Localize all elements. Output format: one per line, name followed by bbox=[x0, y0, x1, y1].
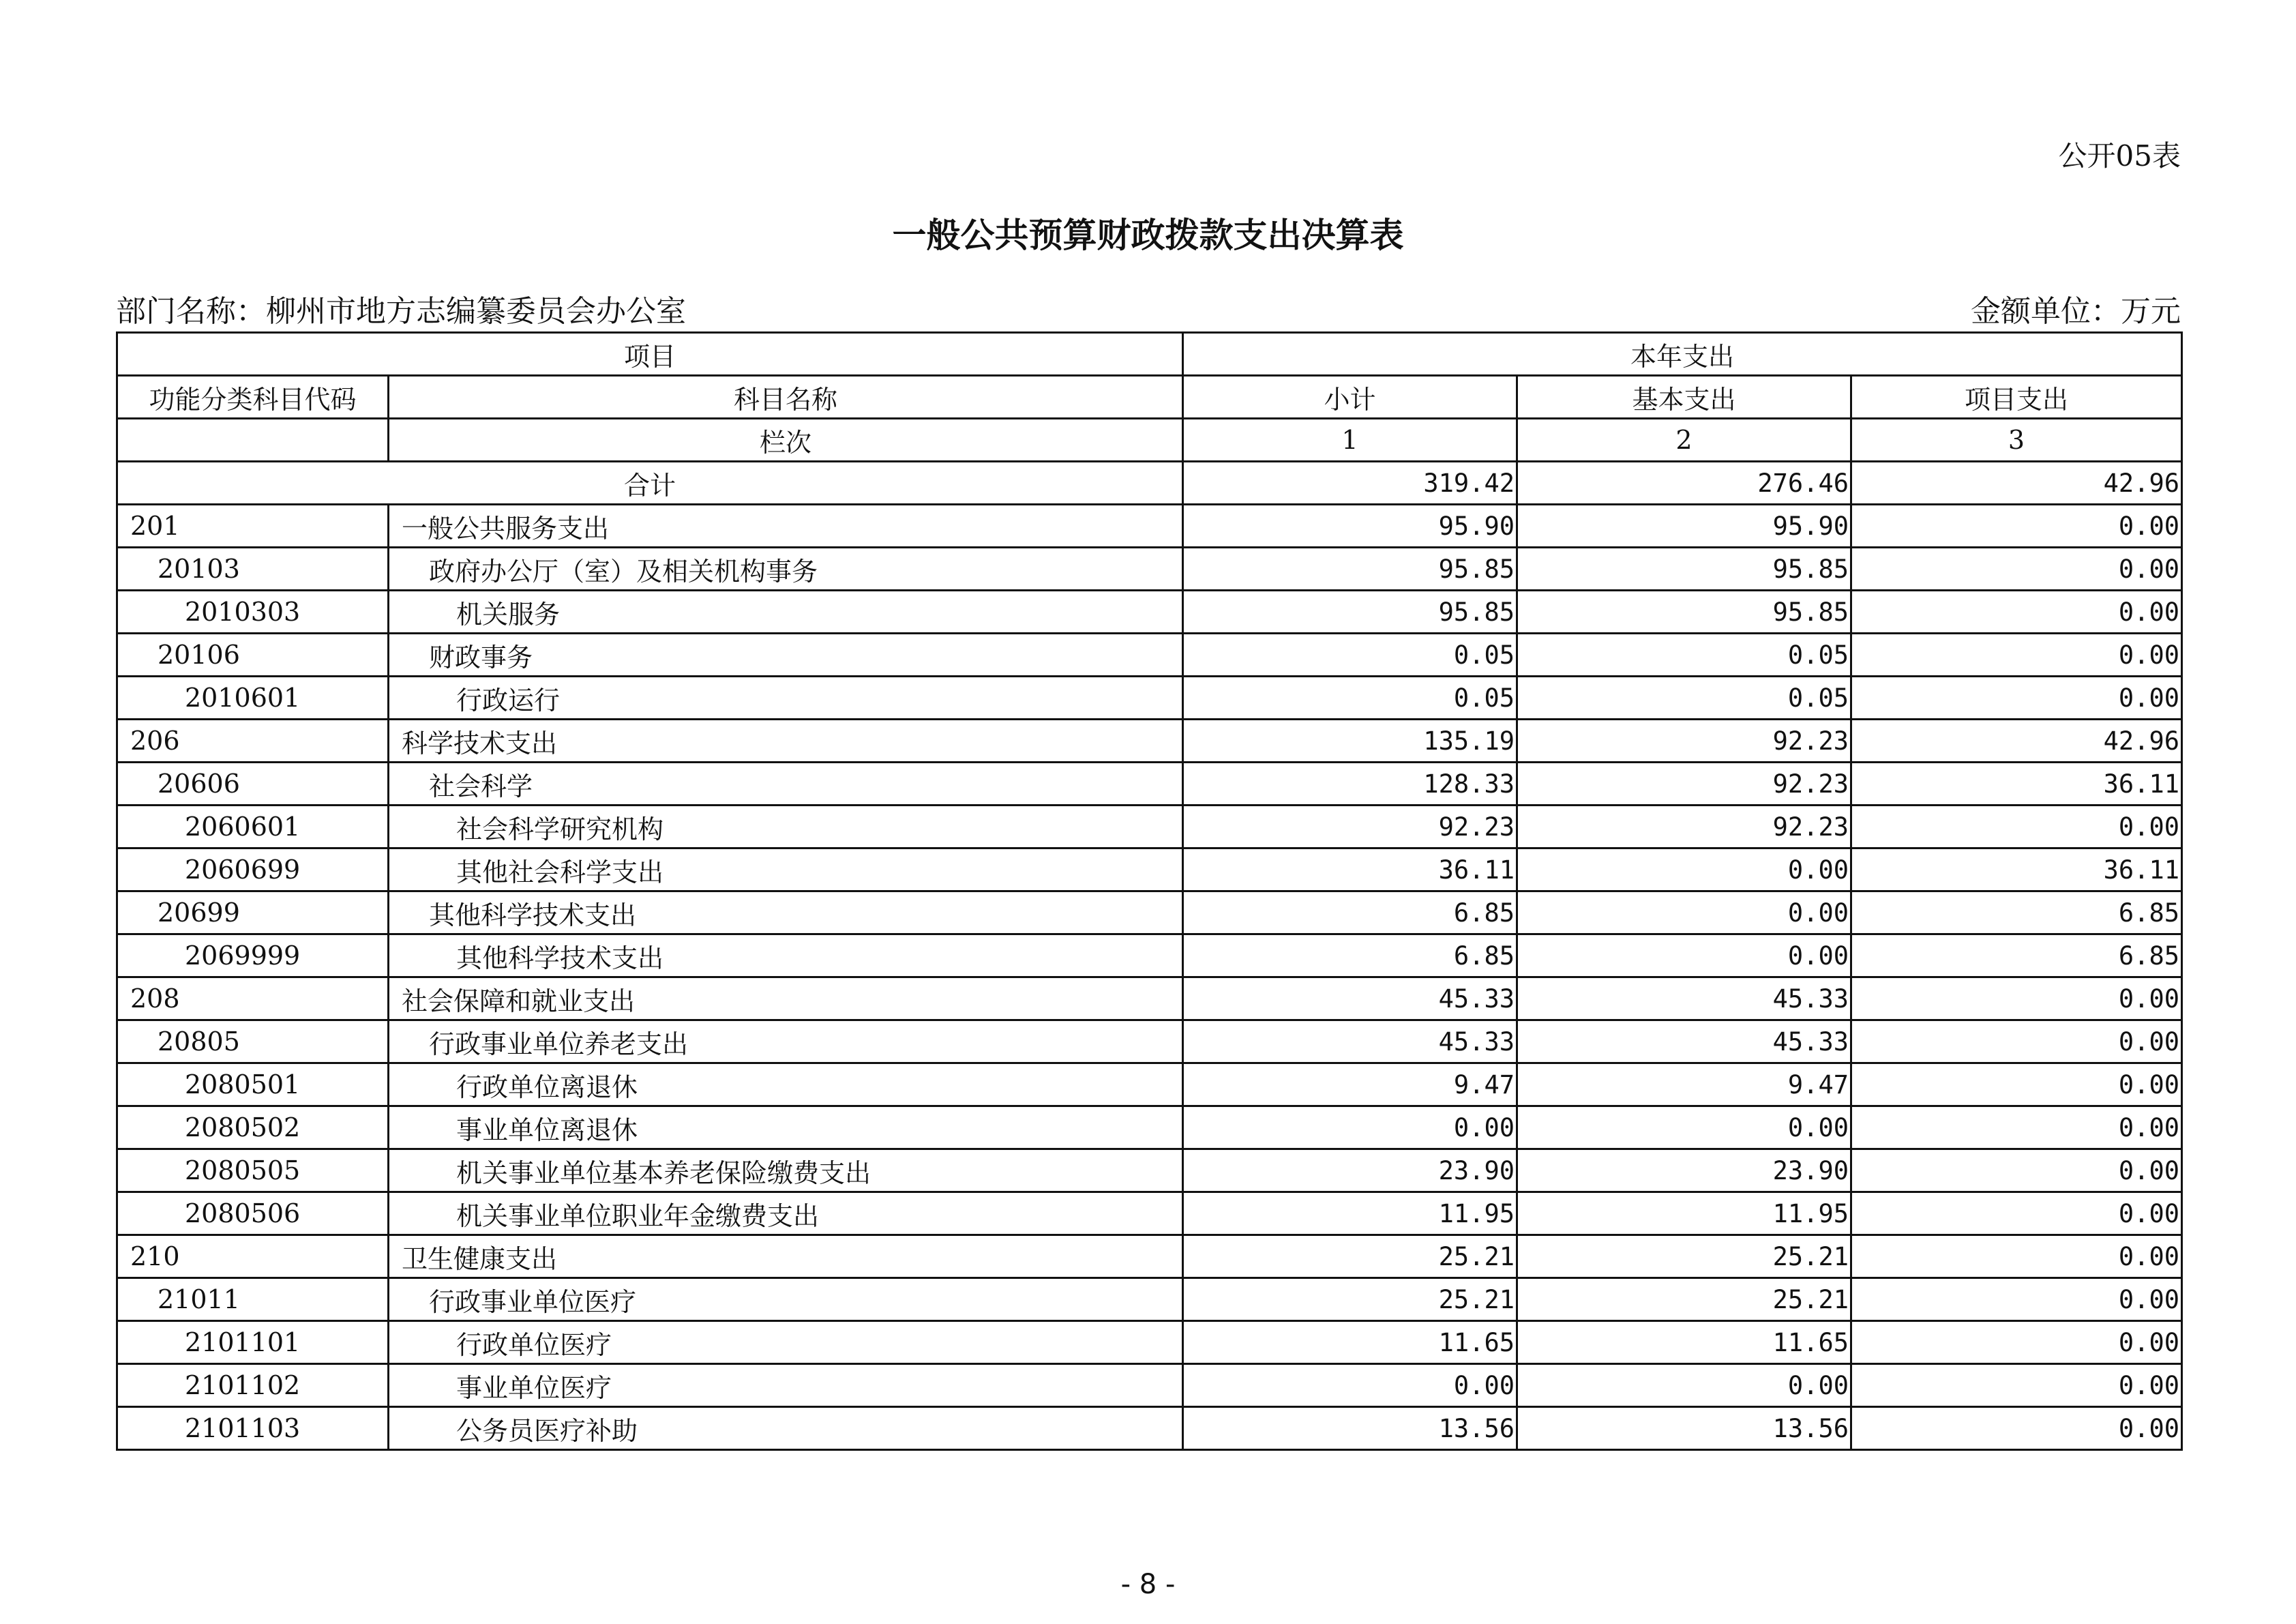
row-name: 行政单位离退休 bbox=[389, 1063, 1183, 1106]
row-item: 42.96 bbox=[1851, 720, 2182, 763]
department-name: 部门名称：柳州市地方志编纂委员会办公室 bbox=[116, 294, 686, 329]
total-subtotal: 319.42 bbox=[1183, 462, 1517, 505]
row-name: 科学技术支出 bbox=[389, 720, 1183, 763]
row-name: 行政事业单位医疗 bbox=[389, 1278, 1183, 1321]
row-code: 20103 bbox=[117, 548, 389, 591]
row-subtotal: 23.90 bbox=[1183, 1149, 1517, 1192]
row-name: 机关事业单位基本养老保险缴费支出 bbox=[389, 1149, 1183, 1192]
row-basic: 92.23 bbox=[1517, 763, 1851, 806]
row-code: 208 bbox=[117, 977, 389, 1020]
total-row bbox=[117, 462, 2182, 505]
row-item: 36.11 bbox=[1851, 848, 2182, 891]
row-subtotal: 0.05 bbox=[1183, 634, 1517, 677]
row-code: 21011 bbox=[117, 1278, 389, 1321]
row-item: 0.00 bbox=[1851, 1278, 2182, 1321]
table-row bbox=[117, 1063, 2182, 1106]
row-code: 206 bbox=[117, 720, 389, 763]
row-item: 0.00 bbox=[1851, 677, 2182, 720]
row-basic: 0.00 bbox=[1517, 934, 1851, 977]
header-col2: 2 bbox=[1517, 419, 1851, 462]
page-title: 一般公共预算财政拨款支出决算表 bbox=[892, 216, 1404, 255]
row-basic: 0.00 bbox=[1517, 848, 1851, 891]
row-code: 2060699 bbox=[117, 848, 389, 891]
row-basic: 92.23 bbox=[1517, 720, 1851, 763]
total-basic: 276.46 bbox=[1517, 462, 1851, 505]
row-item: 0.00 bbox=[1851, 1020, 2182, 1063]
row-basic: 95.90 bbox=[1517, 505, 1851, 548]
row-subtotal: 11.95 bbox=[1183, 1192, 1517, 1235]
row-name: 社会科学 bbox=[389, 763, 1183, 806]
row-code: 2101102 bbox=[117, 1364, 389, 1407]
row-basic: 45.33 bbox=[1517, 977, 1851, 1020]
row-subtotal: 128.33 bbox=[1183, 763, 1517, 806]
table-row bbox=[117, 977, 2182, 1020]
row-code: 20805 bbox=[117, 1020, 389, 1063]
row-item: 0.00 bbox=[1851, 1235, 2182, 1278]
row-subtotal: 13.56 bbox=[1183, 1407, 1517, 1450]
table-row bbox=[117, 1020, 2182, 1063]
row-basic: 0.00 bbox=[1517, 891, 1851, 934]
header-basic: 基本支出 bbox=[1517, 376, 1851, 419]
row-code: 2101103 bbox=[117, 1407, 389, 1450]
table-row bbox=[117, 1106, 2182, 1149]
row-name: 卫生健康支出 bbox=[389, 1235, 1183, 1278]
row-code: 2010601 bbox=[117, 677, 389, 720]
row-item: 0.00 bbox=[1851, 977, 2182, 1020]
row-basic: 25.21 bbox=[1517, 1235, 1851, 1278]
row-item: 0.00 bbox=[1851, 1321, 2182, 1364]
row-basic: 92.23 bbox=[1517, 806, 1851, 848]
form-number: 公开05表 bbox=[2058, 139, 2181, 173]
table-row bbox=[117, 891, 2182, 934]
row-basic: 25.21 bbox=[1517, 1278, 1851, 1321]
header-col1: 1 bbox=[1183, 419, 1517, 462]
table-row bbox=[117, 1235, 2182, 1278]
row-code: 2069999 bbox=[117, 934, 389, 977]
row-subtotal: 95.85 bbox=[1183, 591, 1517, 634]
row-subtotal: 11.65 bbox=[1183, 1321, 1517, 1364]
row-basic: 95.85 bbox=[1517, 591, 1851, 634]
table-row bbox=[117, 1321, 2182, 1364]
row-name: 政府办公厅（室）及相关机构事务 bbox=[389, 548, 1183, 591]
row-basic: 0.05 bbox=[1517, 634, 1851, 677]
row-code: 2080502 bbox=[117, 1106, 389, 1149]
row-name: 财政事务 bbox=[389, 634, 1183, 677]
total-label: 合计 bbox=[117, 462, 1183, 505]
row-name: 其他社会科学支出 bbox=[389, 848, 1183, 891]
row-basic: 95.85 bbox=[1517, 548, 1851, 591]
total-item: 42.96 bbox=[1851, 462, 2182, 505]
row-name: 其他科学技术支出 bbox=[389, 891, 1183, 934]
row-code: 2010303 bbox=[117, 591, 389, 634]
table-row bbox=[117, 848, 2182, 891]
table-row bbox=[117, 1364, 2182, 1407]
table-row bbox=[117, 1192, 2182, 1235]
row-item: 36.11 bbox=[1851, 763, 2182, 806]
row-subtotal: 25.21 bbox=[1183, 1235, 1517, 1278]
header-code: 功能分类科目代码 bbox=[117, 376, 389, 419]
row-item: 0.00 bbox=[1851, 548, 2182, 591]
row-basic: 0.05 bbox=[1517, 677, 1851, 720]
header-row-3 bbox=[117, 419, 2182, 462]
row-subtotal: 0.05 bbox=[1183, 677, 1517, 720]
row-subtotal: 0.00 bbox=[1183, 1364, 1517, 1407]
row-code: 2080501 bbox=[117, 1063, 389, 1106]
table-row bbox=[117, 806, 2182, 848]
row-subtotal: 95.85 bbox=[1183, 548, 1517, 591]
expenditure-table bbox=[116, 331, 2183, 1451]
row-subtotal: 92.23 bbox=[1183, 806, 1517, 848]
row-item: 0.00 bbox=[1851, 806, 2182, 848]
row-item: 0.00 bbox=[1851, 1149, 2182, 1192]
row-basic: 0.00 bbox=[1517, 1364, 1851, 1407]
row-subtotal: 0.00 bbox=[1183, 1106, 1517, 1149]
header-subtotal: 小计 bbox=[1183, 376, 1517, 419]
row-code: 20606 bbox=[117, 763, 389, 806]
row-name: 行政事业单位养老支出 bbox=[389, 1020, 1183, 1063]
row-subtotal: 45.33 bbox=[1183, 1020, 1517, 1063]
row-code: 2101101 bbox=[117, 1321, 389, 1364]
row-name: 行政运行 bbox=[389, 677, 1183, 720]
row-code: 20699 bbox=[117, 891, 389, 934]
row-basic: 11.65 bbox=[1517, 1321, 1851, 1364]
row-subtotal: 25.21 bbox=[1183, 1278, 1517, 1321]
header-row-2 bbox=[117, 376, 2182, 419]
row-item: 0.00 bbox=[1851, 1106, 2182, 1149]
row-name: 公务员医疗补助 bbox=[389, 1407, 1183, 1450]
table-row bbox=[117, 720, 2182, 763]
row-item: 0.00 bbox=[1851, 634, 2182, 677]
header-project: 项目 bbox=[117, 333, 1183, 376]
header-col-label: 栏次 bbox=[389, 419, 1183, 462]
table-row bbox=[117, 677, 2182, 720]
empty-cell bbox=[117, 419, 389, 462]
row-item: 0.00 bbox=[1851, 1364, 2182, 1407]
row-item: 6.85 bbox=[1851, 891, 2182, 934]
row-name: 一般公共服务支出 bbox=[389, 505, 1183, 548]
row-basic: 11.95 bbox=[1517, 1192, 1851, 1235]
row-name: 事业单位医疗 bbox=[389, 1364, 1183, 1407]
row-subtotal: 45.33 bbox=[1183, 977, 1517, 1020]
row-basic: 13.56 bbox=[1517, 1407, 1851, 1450]
row-code: 2080506 bbox=[117, 1192, 389, 1235]
header-item: 项目支出 bbox=[1851, 376, 2182, 419]
row-basic: 0.00 bbox=[1517, 1106, 1851, 1149]
table-row bbox=[117, 591, 2182, 634]
table-row bbox=[117, 505, 2182, 548]
row-item: 0.00 bbox=[1851, 1407, 2182, 1450]
page-number: - 8 - bbox=[1120, 1569, 1176, 1600]
row-subtotal: 6.85 bbox=[1183, 891, 1517, 934]
row-item: 0.00 bbox=[1851, 1063, 2182, 1106]
row-item: 6.85 bbox=[1851, 934, 2182, 977]
row-name: 机关服务 bbox=[389, 591, 1183, 634]
row-subtotal: 9.47 bbox=[1183, 1063, 1517, 1106]
row-name: 机关事业单位职业年金缴费支出 bbox=[389, 1192, 1183, 1235]
row-item: 0.00 bbox=[1851, 591, 2182, 634]
header-row-1 bbox=[117, 333, 2182, 376]
row-code: 2060601 bbox=[117, 806, 389, 848]
header-year-expense: 本年支出 bbox=[1183, 333, 2182, 376]
row-subtotal: 135.19 bbox=[1183, 720, 1517, 763]
table-row bbox=[117, 1407, 2182, 1450]
row-basic: 23.90 bbox=[1517, 1149, 1851, 1192]
row-name: 事业单位离退休 bbox=[389, 1106, 1183, 1149]
table-row bbox=[117, 1149, 2182, 1192]
row-subtotal: 6.85 bbox=[1183, 934, 1517, 977]
header-col3: 3 bbox=[1851, 419, 2182, 462]
row-item: 0.00 bbox=[1851, 505, 2182, 548]
table-row bbox=[117, 1278, 2182, 1321]
table-row bbox=[117, 934, 2182, 977]
table-row bbox=[117, 634, 2182, 677]
row-code: 2080505 bbox=[117, 1149, 389, 1192]
row-code: 201 bbox=[117, 505, 389, 548]
row-code: 210 bbox=[117, 1235, 389, 1278]
header-name: 科目名称 bbox=[389, 376, 1183, 419]
row-name: 行政单位医疗 bbox=[389, 1321, 1183, 1364]
row-basic: 45.33 bbox=[1517, 1020, 1851, 1063]
table-row bbox=[117, 763, 2182, 806]
row-item: 0.00 bbox=[1851, 1192, 2182, 1235]
row-name: 其他科学技术支出 bbox=[389, 934, 1183, 977]
row-basic: 9.47 bbox=[1517, 1063, 1851, 1106]
row-code: 20106 bbox=[117, 634, 389, 677]
row-subtotal: 95.90 bbox=[1183, 505, 1517, 548]
row-name: 社会保障和就业支出 bbox=[389, 977, 1183, 1020]
row-subtotal: 36.11 bbox=[1183, 848, 1517, 891]
table-row bbox=[117, 548, 2182, 591]
amount-unit: 金额单位：万元 bbox=[1971, 294, 2181, 329]
row-name: 社会科学研究机构 bbox=[389, 806, 1183, 848]
